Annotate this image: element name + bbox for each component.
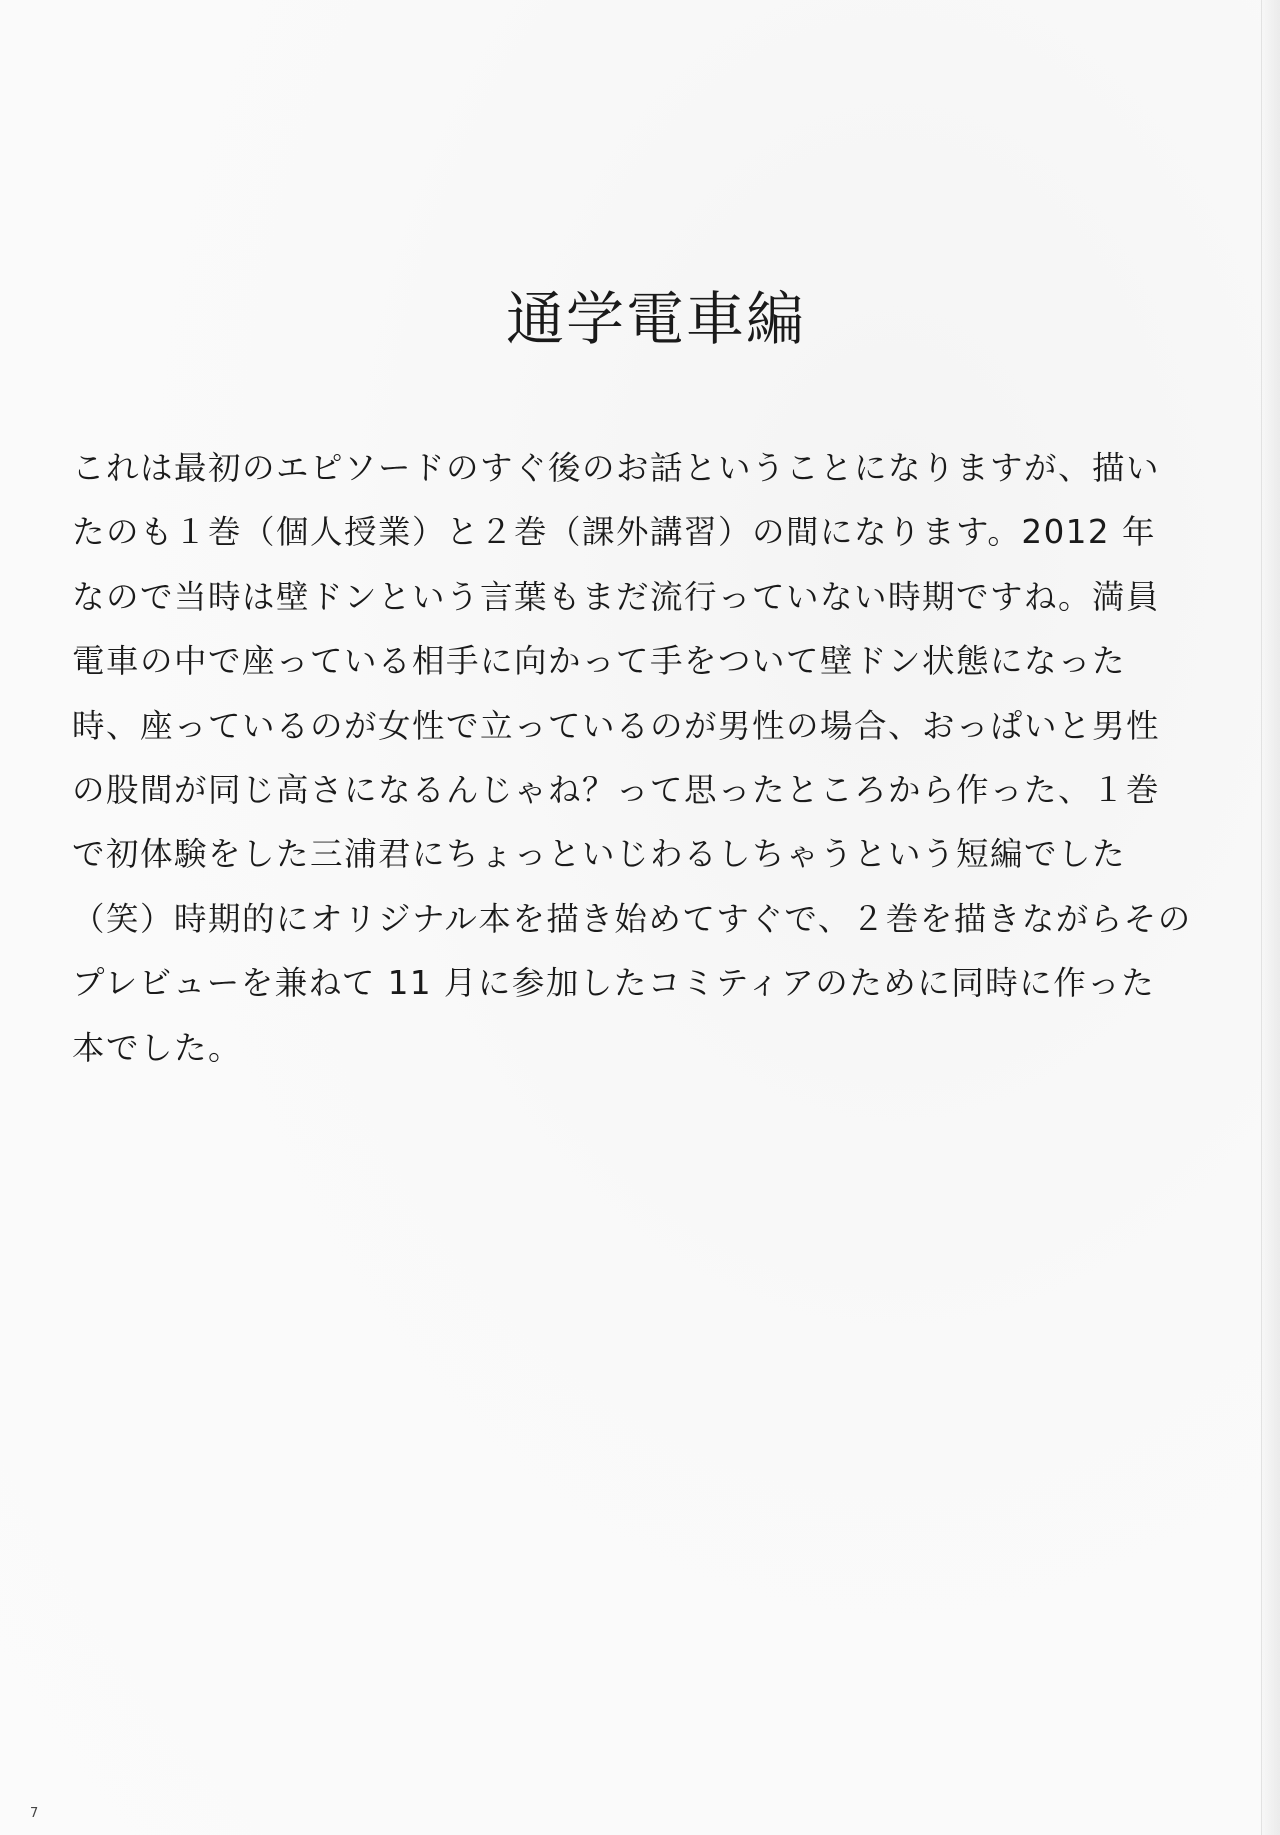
page-number: 7	[30, 1806, 39, 1821]
body-line: たのも１巻（個人授業）と２巻（課外講習）の間になります。2012 年	[72, 513, 1156, 552]
body-line: 電車の中で座っている相手に向かって手をついて壁ドン状態になった	[72, 642, 1127, 681]
body-line: 本でした。	[72, 1028, 243, 1067]
page-title: 通学電車編	[505, 285, 806, 353]
body-line: の股間が同じ高さになるんじゃね？って思ったところから作った、１巻	[72, 771, 1161, 810]
page-edge	[1261, 0, 1280, 1835]
body-line: で初体験をした三浦君にちょっといじわるしちゃうという短編でした	[72, 835, 1127, 874]
body-line: プレビューを兼ねて 11 月に参加したコミティアのために同時に作った	[72, 964, 1156, 1003]
body-text	[72, 436, 1232, 1080]
body-line: これは最初のエピソードのすぐ後のお話ということになりますが、描い	[72, 449, 1161, 487]
body-line: （笑）時期的にオリジナル本を描き始めてすぐで、２巻を描きながらその	[72, 899, 1192, 938]
body-line: なので当時は壁ドンという言葉もまだ流行っていない時期ですね。満員	[72, 577, 1161, 616]
body-line: 時、座っているのが女性で立っているのが男性の場合、おっぱいと男性	[72, 706, 1161, 745]
